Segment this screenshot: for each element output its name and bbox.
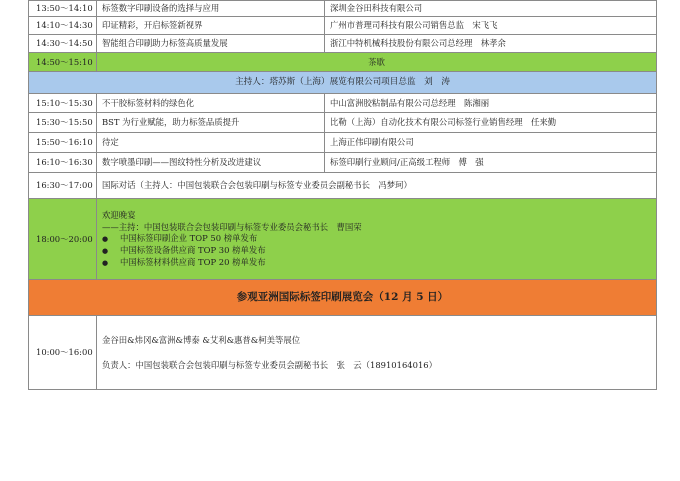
host-bar-text: 主持人：塔苏斯（上海）展览有限公司项目总监 刘 涛 — [235, 77, 450, 87]
dialogue-time: 16:30～17:00 — [29, 173, 97, 198]
expo-title: 参观亚洲国际标签印刷展览会（12 月 5 日） — [236, 291, 449, 303]
session-speaker: 广州市普理司科技有限公司销售总监 宋飞飞 — [330, 20, 498, 30]
session-topic: 印证精彩，开启标签新视界 — [97, 17, 325, 34]
session-topic: 数字喷墨印刷——图纹特性分析及改进建议 — [97, 153, 325, 172]
session-speaker: 浙江中特机械科技股份有限公司总经理 林孝余 — [330, 38, 506, 48]
host-bar — [28, 72, 657, 94]
session-time: 14:30～14:50 — [29, 35, 97, 52]
schedule-table — [28, 0, 657, 390]
session-topic: 不干胶标签材料的绿色化 — [97, 94, 325, 112]
break-row — [28, 53, 657, 72]
session-speaker: 标签印刷行业顾问/正高级工程师 傅 强 — [330, 157, 484, 167]
session-speaker: 中山富洲胶粘制品有限公司总经理 陈湘丽 — [330, 97, 490, 108]
session-time: 16:10～16:30 — [29, 153, 97, 172]
expo-title-row — [28, 280, 657, 316]
session-speaker: 深圳金谷田科技有限公司 — [330, 3, 423, 13]
session-time: 14:10～14:30 — [29, 17, 97, 34]
session-topic: 标签数字印刷设备的选择与应用 — [97, 1, 325, 16]
table-row — [28, 153, 657, 173]
session-time: 13:50～14:10 — [29, 1, 97, 16]
session-time: 15:30～15:50 — [29, 113, 97, 132]
expo-details — [97, 316, 656, 389]
banquet-item: ● 中国标签设备供应商 TOP 30 榜单发布 — [102, 245, 266, 257]
banquet-item: ● 中国标签材料供应商 TOP 20 榜单发布 — [102, 257, 266, 269]
expo-row — [28, 316, 657, 390]
session-speaker: 上海正伟印刷有限公司 — [330, 137, 414, 147]
banquet-host: ——主持：中国包装联合会包装印刷与标签专业委员会秘书长 曹国荣 — [102, 221, 362, 232]
expo-contact: 负责人：中国包装联合会包装印刷与标签专业委员会副秘书长 张 云（18910164016） — [102, 359, 437, 370]
break-time: 14:50～15:10 — [29, 53, 97, 71]
banquet-title: 欢迎晚宴 — [102, 210, 136, 221]
expo-booths: 金谷田&炜冈&富洲&博泰 &艾利&惠普&柯美等展位 — [102, 334, 301, 345]
banquet-row — [28, 199, 657, 280]
break-label: 茶歇 — [368, 56, 385, 67]
session-topic: 待定 — [97, 133, 325, 152]
session-topic: BST 为行业赋能，助力标签品质提升 — [97, 113, 325, 132]
session-topic: 智能组合印刷助力标签高质量发展 — [97, 35, 325, 52]
banquet-time: 18:00～20:00 — [29, 199, 97, 279]
table-row — [28, 133, 657, 153]
expo-time: 10:00～16:00 — [29, 316, 97, 389]
table-row — [28, 94, 657, 113]
table-row — [28, 0, 657, 17]
banquet-details — [97, 199, 656, 279]
dialogue-text: 国际对话（主持人：中国包装联合会包装印刷与标签专业委员会副秘书长 冯梦珂） — [102, 180, 412, 190]
session-time: 15:50～16:10 — [29, 133, 97, 152]
table-row — [28, 17, 657, 35]
table-row — [28, 35, 657, 53]
table-row — [28, 113, 657, 133]
banquet-item: ● 中国标签印刷企业 TOP 50 榜单发布 — [102, 233, 257, 245]
dialogue-row — [28, 173, 657, 199]
session-speaker: 比勒（上海）自动化技术有限公司标签行业销售经理 任来勤 — [330, 117, 557, 127]
session-time: 15:10～15:30 — [29, 94, 97, 112]
